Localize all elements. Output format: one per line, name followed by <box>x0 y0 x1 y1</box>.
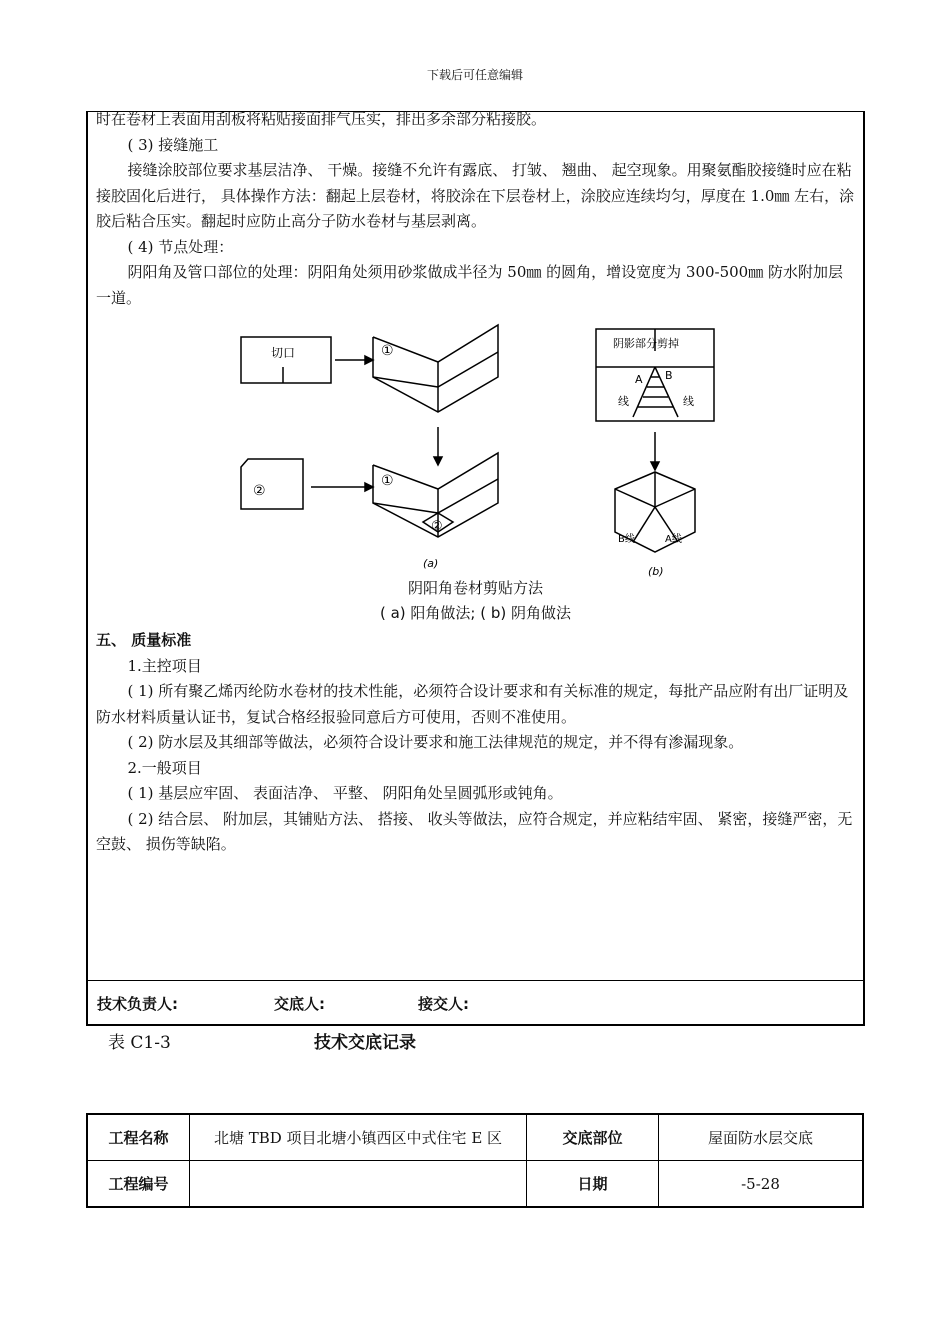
patch-card <box>241 459 303 509</box>
cut-label: 切口 <box>271 346 296 360</box>
figure-caption-title: 阴阳角卷材剪贴方法 <box>407 579 543 597</box>
table-code: 表 C1-3 <box>108 1033 171 1053</box>
table-name: 技术交底记录 <box>314 1033 416 1053</box>
text-line: 时在卷材上表面用刮板将粘贴接面排气压实，排出多余部分粘接胶。 <box>96 110 547 128</box>
project-name-value: 北塘 TBD 项目北塘小镇西区中式住宅 E 区 <box>190 1114 527 1161</box>
part-value: 屋面防水层交底 <box>659 1114 864 1161</box>
line-char-left: 线 <box>618 395 629 408</box>
circle-2-left: ② <box>253 483 266 499</box>
project-no-value <box>190 1161 527 1208</box>
quality-section <box>96 628 856 858</box>
label-a: (a) <box>423 557 439 570</box>
circle-2-bottom: ② <box>431 519 443 534</box>
figure-caption-sub: ( a) 阳角做法; ( b) 阴角做法 <box>379 604 572 622</box>
outer-corner-shape-1 <box>373 325 498 412</box>
main-items-title: 1.主控项目 <box>127 656 202 675</box>
body-text <box>96 112 856 311</box>
b-line-label: B线 <box>618 534 635 545</box>
signature-row <box>88 980 863 1025</box>
paragraph-seam: 接缝涂胶部位要求基层洁净、 干燥。接缝不允许有露底、 打皱、 翘曲、 起空现象。用聚氨酯胶接缝时应在粘接胶固化后进行， 具体操作方法：翻起上层卷材，将胶涂在下层卷材上，涂胶应连续均匀，厚度在 1.0㎜ 左右，涂胶后粘合压实。翻起时应防止高分子防水卷材与基层剥离。 <box>96 161 855 230</box>
subheading-seam: ( 3) 接缝施工 <box>127 135 219 154</box>
corner-diagram <box>233 317 728 582</box>
label-b: (b) <box>648 565 664 578</box>
general-item-1: ( 1) 基层应牢固、 表面洁净、 平整、 阴阳角处呈圆弧形或钝角。 <box>127 784 563 802</box>
general-item-2: ( 2) 结合层、 附加层，其铺贴方法、 搭接、 收头等做法，应符合规定，并应粘结牢固、 紧密，接缝严密，无空鼓、 损伤等缺陷。 <box>96 809 853 853</box>
letter-a: A <box>635 373 643 386</box>
main-item-2: ( 2) 防水层及其细部等做法，必须符合设计要求和施工法律规范的规定，并不得有渗漏现象。 <box>127 733 744 751</box>
letter-b: B <box>665 369 673 382</box>
tech-lead-label: 技术负责人: <box>97 995 178 1013</box>
info-table <box>86 1113 864 1208</box>
presenter-label: 交底人: <box>274 995 325 1013</box>
subheading-node: ( 4) 节点处理： <box>127 237 234 256</box>
cut-card <box>241 337 331 383</box>
circle-1-bottom: ① <box>381 473 394 489</box>
shadow-label: 阴影部分剪掉 <box>613 337 679 350</box>
circle-1-top: ① <box>381 343 394 359</box>
project-no-label: 工程编号 <box>87 1161 190 1208</box>
general-items-title: 2.一般项目 <box>127 758 202 777</box>
content-box <box>86 111 865 1026</box>
quality-heading: 五、 质量标准 <box>96 631 192 649</box>
a-line-label: A线 <box>665 534 682 545</box>
table-row <box>87 1161 863 1208</box>
date-value: -5-28 <box>659 1161 864 1208</box>
part-label: 交底部位 <box>527 1114 659 1161</box>
receiver-label: 接交人: <box>418 995 469 1013</box>
main-item-1: ( 1) 所有聚乙烯丙纶防水卷材的技术性能，必须符合设计要求和有关标准的规定，每批产品应附有出厂证明及防水材料质量认证书，复试合格经报验同意后方可使用，否则不准使用。 <box>96 682 849 726</box>
project-name-label: 工程名称 <box>87 1114 190 1161</box>
date-label: 日期 <box>527 1161 659 1208</box>
header-note: 下载后可任意编辑 <box>426 68 523 82</box>
paragraph-node: 阴阳角及管口部位的处理：阴阳角处须用砂浆做成半径为 50㎜ 的圆角，增设宽度为 300-500㎜ 防水附加层一道。 <box>96 263 843 307</box>
line-char-right: 线 <box>683 395 694 408</box>
table-row <box>87 1114 863 1161</box>
